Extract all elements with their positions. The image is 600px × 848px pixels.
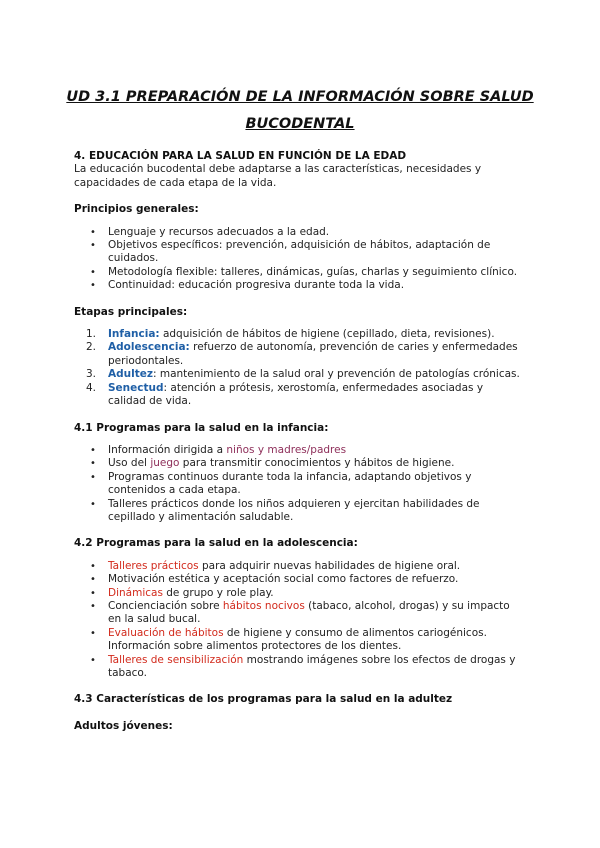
list-item xyxy=(74,328,530,341)
highlight-text: Evaluación de hábitos xyxy=(108,626,224,639)
list-item-text: cepillado y alimentación saludable. xyxy=(108,510,294,523)
list-item xyxy=(74,560,530,573)
list-item-text: (tabaco, alcohol, drogas) y su impacto xyxy=(304,599,510,612)
adultez-heading: 4.3 Características de los programas para la salud en la adultez xyxy=(74,693,453,706)
etapas-list xyxy=(74,328,530,408)
list-item xyxy=(74,627,530,654)
section-4-heading: 4. EDUCACIÓN PARA LA SALUD EN FUNCIÓN DE LA EDAD xyxy=(74,150,407,162)
list-item-text: Concienciación sobre xyxy=(108,599,223,612)
list-item-text: : atención a prótesis, xerostomía, enfermedades asociadas y xyxy=(163,381,484,394)
list-number: 2. xyxy=(86,341,97,354)
list-item-text: refuerzo de autonomía, prevención de caries y enfermedades xyxy=(189,341,518,354)
stage-term: Senectud xyxy=(108,381,164,394)
list-item xyxy=(74,654,530,681)
list-item-text: Talleres prácticos donde los niños adquieren y ejercitan habilidades de xyxy=(108,497,480,510)
list-item-text: Motivación estética y aceptación social como factores de refuerzo. xyxy=(108,573,459,586)
highlight-text: Talleres de sensibilización xyxy=(108,653,244,666)
list-item-text: Metodología flexible: talleres, dinámicas, guías, charlas y seguimiento clínico. xyxy=(108,265,518,278)
etapas-heading: Etapas principales: xyxy=(74,305,188,318)
list-item-text: Uso del xyxy=(108,457,151,470)
list-item xyxy=(74,226,530,239)
list-item xyxy=(74,444,530,457)
list-item xyxy=(74,382,530,409)
section-4-intro xyxy=(74,163,530,190)
list-item xyxy=(74,279,530,292)
title-line-2: BUCODENTAL xyxy=(245,116,355,132)
list-number: 4. xyxy=(86,381,97,394)
infancia-heading: 4.1 Programas para la salud en la infancia: xyxy=(74,421,329,434)
highlight-text: Dinámicas xyxy=(108,586,163,599)
list-item-text: en la salud bucal. xyxy=(108,613,201,626)
highlight-text: hábitos nocivos xyxy=(222,599,305,612)
list-item xyxy=(74,457,530,470)
list-item-text: cuidados. xyxy=(108,252,159,265)
stage-term: Adolescencia: xyxy=(108,341,190,354)
list-item xyxy=(74,239,530,266)
list-number: 1. xyxy=(86,328,97,341)
list-item-text: tabaco. xyxy=(108,667,148,679)
list-item-text: periodontales. xyxy=(108,354,184,367)
list-item-text: Lenguaje y recursos adecuados a la edad. xyxy=(108,225,330,238)
list-item-text: : mantenimiento de la salud oral y prevención de patologías crónicas. xyxy=(152,368,520,381)
adultos-jovenes-subheading: Adultos jóvenes: xyxy=(74,719,173,732)
highlight-text: Talleres prácticos xyxy=(108,559,199,572)
list-item xyxy=(74,341,530,368)
intro-line-2: capacidades de cada etapa de la vida. xyxy=(74,176,277,189)
list-item-text: de grupo y role play. xyxy=(162,586,274,599)
list-item-text: para transmitir conocimientos y hábitos de higiene. xyxy=(179,457,455,470)
stage-term: Adultez xyxy=(108,368,153,381)
list-item xyxy=(74,498,530,525)
list-item xyxy=(74,471,530,498)
list-item-text: para adquirir nuevas habilidades de higiene oral. xyxy=(198,559,461,572)
list-item-text: calidad de vida. xyxy=(108,395,192,408)
document-title xyxy=(0,84,600,138)
highlight-text: juego xyxy=(150,457,180,470)
adolescencia-heading: 4.2 Programas para la salud en la adolescencia: xyxy=(74,537,358,550)
list-item-text: Información sobre alimentos protectores de los dientes. xyxy=(108,640,402,653)
list-item-text: Programas continuos durante toda la infancia, adaptando objetivos y xyxy=(108,470,472,483)
list-item-text: contenidos a cada etapa. xyxy=(108,484,241,497)
title-line-1: UD 3.1 PREPARACIÓN DE LA INFORMACIÓN SOBRE SALUD xyxy=(66,89,534,105)
principios-list xyxy=(74,226,530,293)
list-number: 3. xyxy=(86,368,97,381)
stage-term: Infancia: xyxy=(108,328,160,341)
list-item-text: Información dirigida a xyxy=(108,443,227,456)
list-item xyxy=(74,368,530,381)
list-item-text: Objetivos específicos: prevención, adquisición de hábitos, adaptación de xyxy=(108,239,491,252)
list-item xyxy=(74,573,530,586)
list-item-text: mostrando imágenes sobre los efectos de drogas y xyxy=(243,653,516,666)
infancia-list xyxy=(74,444,530,524)
list-item xyxy=(74,266,530,279)
principios-heading: Principios generales: xyxy=(74,203,199,216)
document-body xyxy=(74,150,530,733)
highlight-text: niños y madres/padres xyxy=(226,443,347,456)
adolescencia-list xyxy=(74,560,530,681)
list-item xyxy=(74,600,530,627)
intro-line-1: La educación bucodental debe adaptarse a las características, necesidades y xyxy=(74,163,482,176)
list-item-text: de higiene y consumo de alimentos cariogénicos. xyxy=(223,626,487,639)
list-item xyxy=(74,587,530,600)
list-item-text: Continuidad: educación progresiva durante toda la vida. xyxy=(108,279,405,292)
list-item-text: adquisición de hábitos de higiene (cepillado, dieta, revisiones). xyxy=(159,328,495,341)
